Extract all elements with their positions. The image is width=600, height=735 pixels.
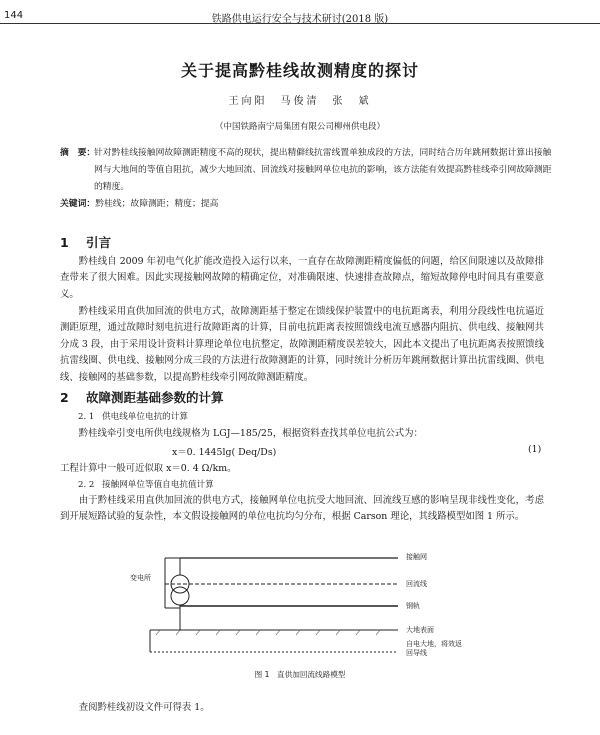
ground-hatch xyxy=(156,630,380,635)
section-2-paragraph-2: 工程计算中一般可近似取 x＝0. 4 Ω/km。 xyxy=(60,463,237,474)
paper-affiliation: （中国铁路南宁局集团有限公司柳州供电段） xyxy=(214,122,385,132)
label-ground-surface: 大地表面 xyxy=(406,626,434,634)
subsection-2-1-number: 2. 1 xyxy=(78,412,95,422)
label-return-wire: 回流线 xyxy=(406,580,427,588)
abstract-text: 针对黔桂线接触网故障测距精度不高的现状，提出精僻线抗雷线置单独成段的方法，同时结合历年跳闸数据计算出接触网与大地间的等值自阻抗，减少大地回流、回流线对接触网单位电抗的影响，该方法能有效提高黔桂线牵引网故障测距的精度。 xyxy=(94,148,552,192)
section-2-title: 故障测距基础参数的计算 xyxy=(86,390,224,405)
section-1-heading xyxy=(60,233,111,251)
subsection-2-2-heading xyxy=(78,478,214,490)
equation-1-number: (1) xyxy=(528,444,542,455)
equation-1: x＝0. 1445lg( Deq/Ds) xyxy=(172,447,277,458)
subsection-2-2-title: 接触网单位等值自电抗值计算 xyxy=(102,480,214,490)
section-2-heading xyxy=(60,388,224,406)
section-2-number: 2 xyxy=(60,390,69,405)
label-contact-wire: 接触网 xyxy=(406,553,427,561)
section-1-paragraph-2: 黔桂线采用直供加回流的供电方式，故障测距基于整定在馈线保护装置中的电抗距离表，利用分段线性电抗逼近测距原理，通过故障时刻电抗进行故障距离的计算，目前电抗距离表按照馈线电流互感器内阻抗、供电线、接触网共分成 3 段，由于采用设计资料计算理论单位电抗整定，故障测距精度误差较大，因此本文提出了电抗距离表按照馈线抗雷线圈、供电线、接触网分成三段的方法进行故障测距的计算，同时统计分析历年跳闸数据计算出抗雷线圈、供电线、接触网的基础参数，以提高黔桂线牵引网故障测距精度。 xyxy=(60,306,544,383)
section-1-number: 1 xyxy=(60,235,69,250)
page-number: 144 xyxy=(4,10,24,21)
paper-authors: 王向阳 马俊清 张 斌 xyxy=(228,96,372,107)
label-rail: 钢轨 xyxy=(406,602,420,610)
keywords xyxy=(60,196,560,209)
journal-title: 铁路供电运行安全与技术研讨(2018 版) xyxy=(211,14,389,25)
closing-paragraph: 查阅黔桂线初设文件可得表 1。 xyxy=(78,702,210,713)
abstract xyxy=(60,145,560,196)
substation-label: 变电所 xyxy=(130,574,151,582)
transformer-coil-bottom xyxy=(171,587,189,605)
figure-1-caption: 图 1 直供加回流线路模型 xyxy=(254,670,346,679)
paper-title: 关于提高黔桂线故测精度的探讨 xyxy=(180,61,419,80)
subsection-2-1-title: 供电线单位电抗的计算 xyxy=(102,412,188,422)
figure-1 xyxy=(130,553,470,676)
keywords-label: 关键词： xyxy=(60,199,96,209)
section-1-title: 引言 xyxy=(86,235,112,250)
section-1-paragraph-1: 黔桂线自 2009 年初电气化扩能改造投入运行以来，一直存在故障测距精度偏低的问题，给区间限速以及故障排查带来了很大困难。因此实现接触网故障的精确定位，对准确限速、快速排查故障点，缩短故障停电时间具有重要意义。 xyxy=(60,256,544,300)
section-2-paragraph-3: 由于黔桂线采用直供加回流的供电方式，接触网单位电抗受大地回流、回流线互感的影响呈现非线性变化，考虑到开展短路试验的复杂性，本文假设接触网的单位电抗均匀分布，根据 Carson 理论，其线路模型如图 1 所示。 xyxy=(60,495,544,523)
section-2-paragraph-1: 黔桂线牵引变电所供电线规格为 LGJ—185/25，根据资料查找其单位电抗公式为： xyxy=(78,428,423,439)
abstract-label: 摘 要： xyxy=(60,148,96,158)
label-earth-return: 自电大地，将效返回导线 xyxy=(406,640,462,657)
header-rule xyxy=(0,23,600,24)
subsection-2-1-heading xyxy=(78,410,188,422)
subsection-2-2-number: 2. 2 xyxy=(78,480,95,490)
keywords-text: 黔桂线；故障测距；精度；提高 xyxy=(95,199,219,209)
